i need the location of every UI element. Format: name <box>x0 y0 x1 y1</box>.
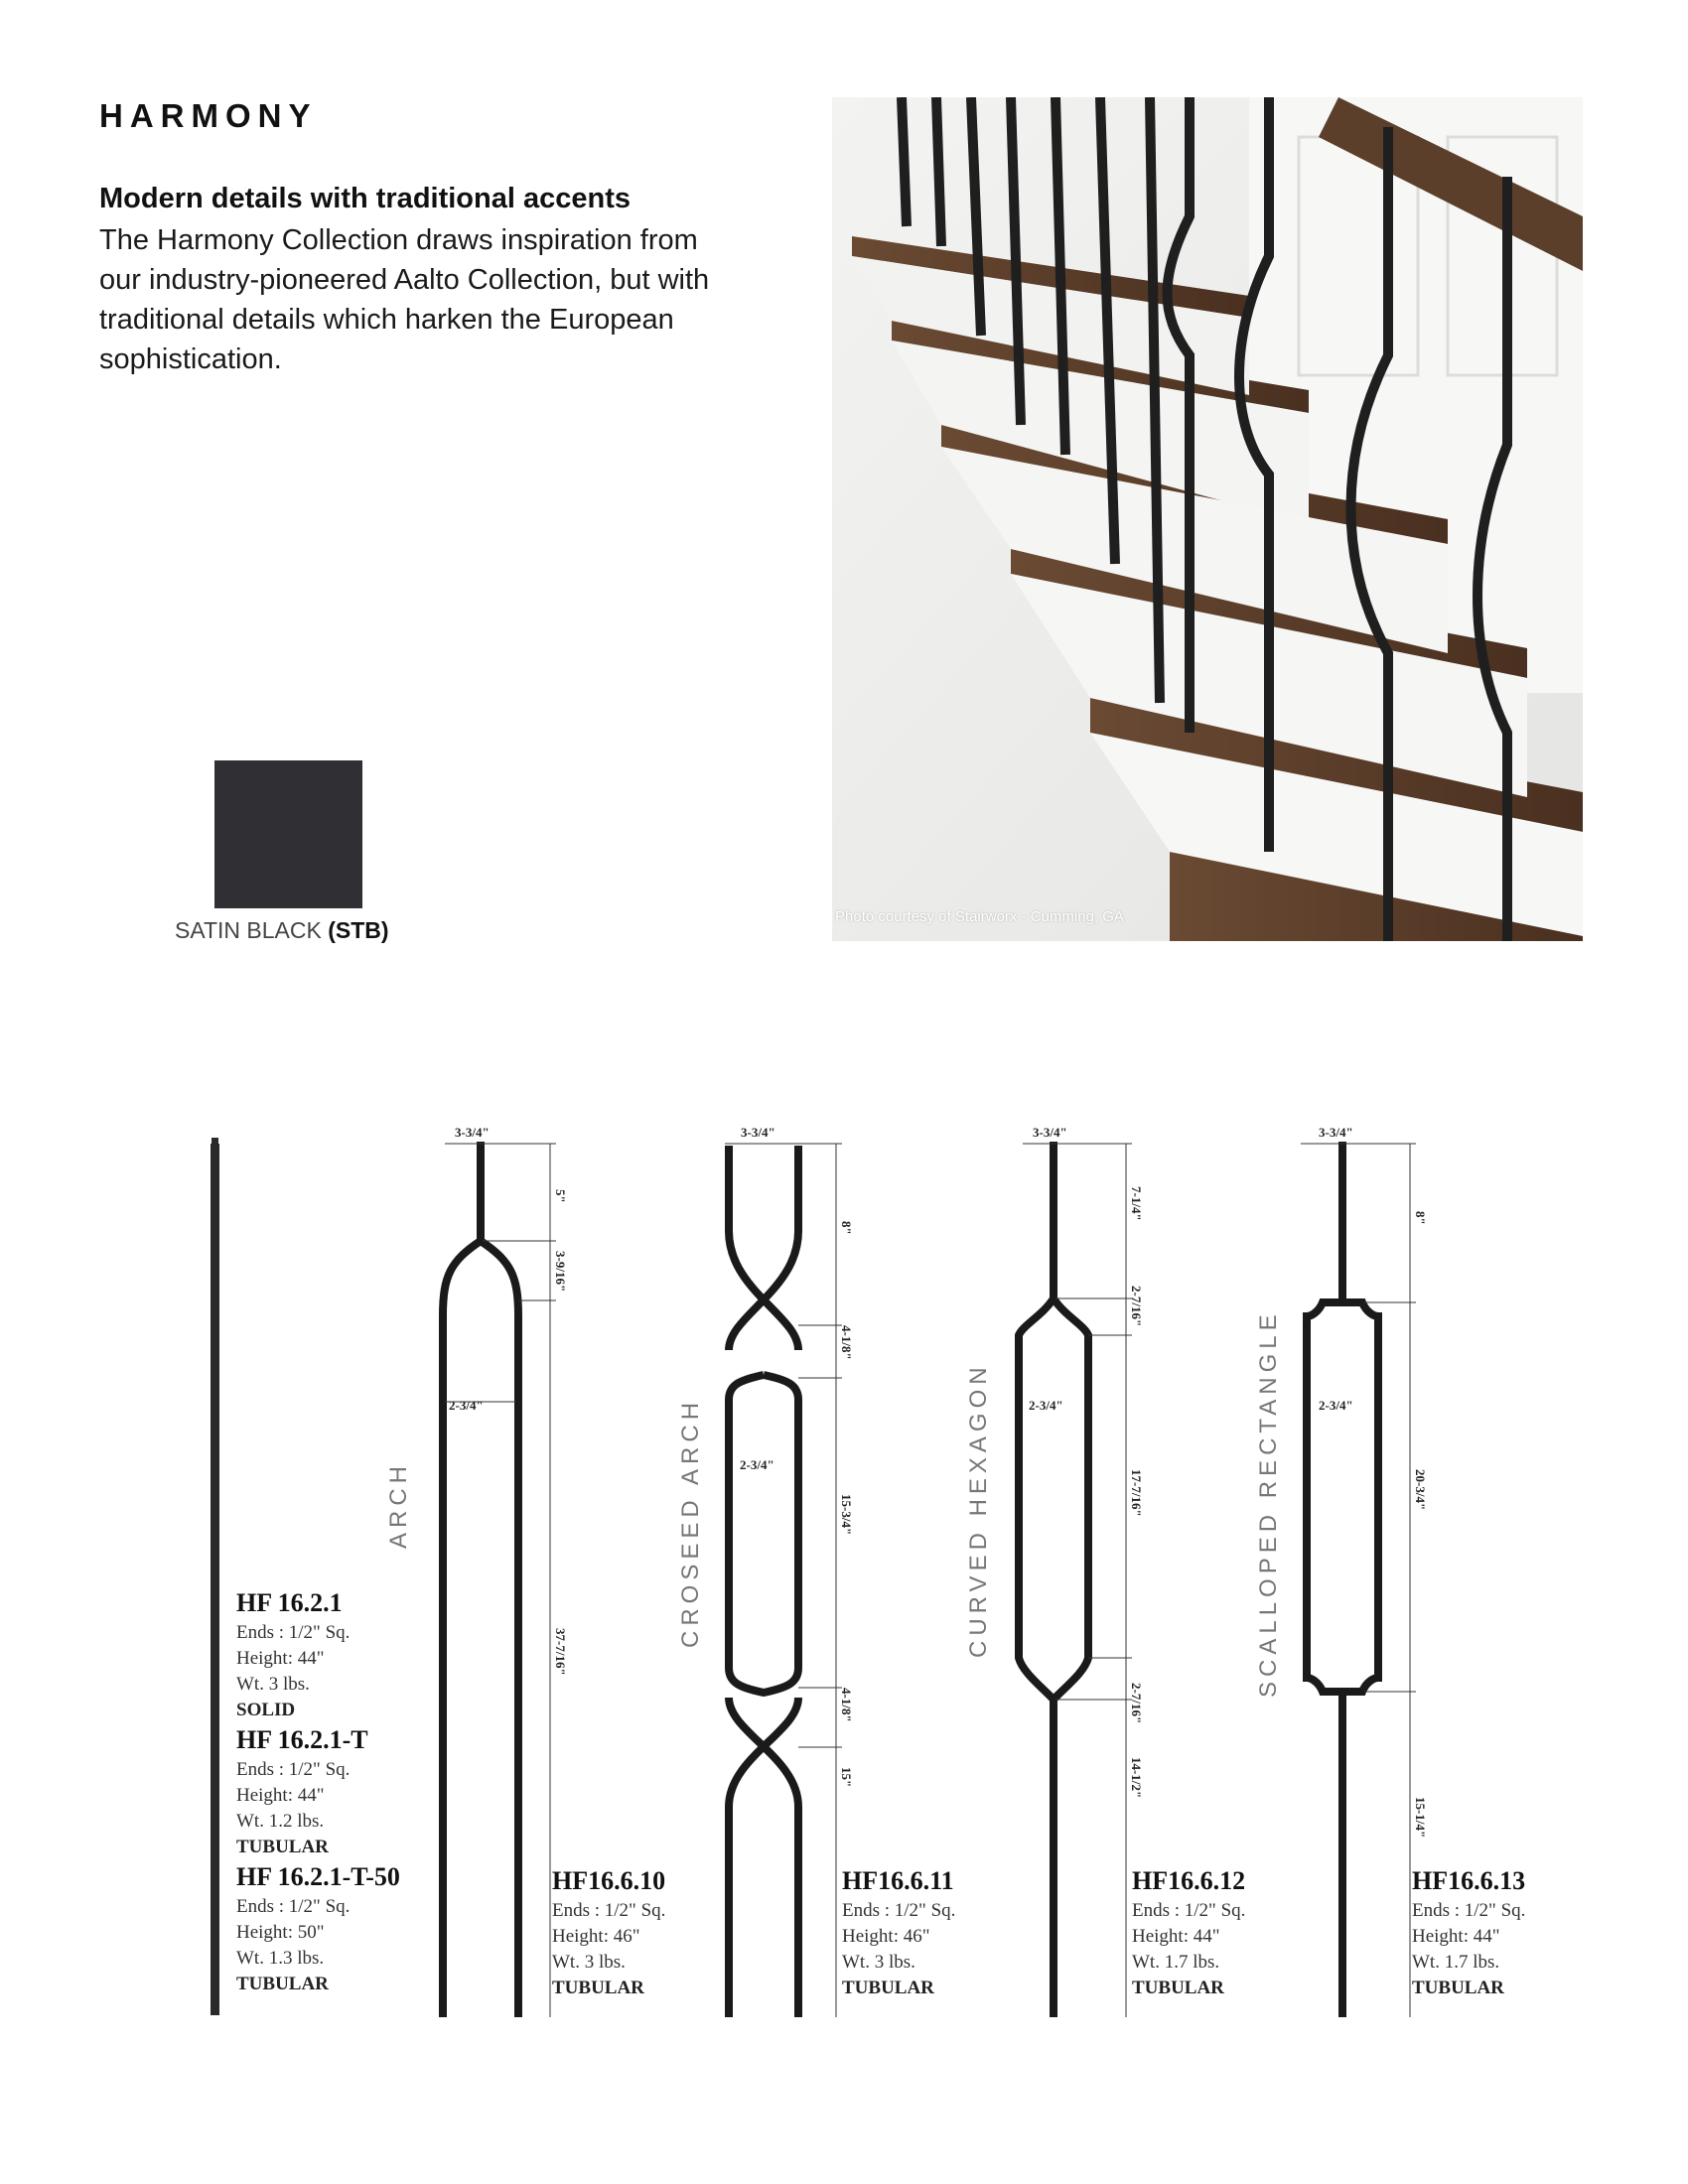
crossed-arch-baluster-drawing <box>729 1146 798 2017</box>
crossed-arch-label: CROSEED ARCH <box>677 1397 704 1648</box>
scalloped-rectangle-width-dim: 3-3/4" <box>1319 1125 1353 1140</box>
arch-seg-1: 5" <box>553 1189 568 1203</box>
page-title: HARMONY <box>99 97 318 134</box>
spec-weight: Wt. 3 lbs. <box>236 1674 310 1695</box>
spec-code: HF16.6.13 <box>1412 1866 1526 1895</box>
spec-code: HF16.6.10 <box>552 1866 666 1895</box>
spec-ends: Ends : 1/2" Sq. <box>236 1622 351 1643</box>
collection-subhead: Modern details with traditional accents <box>99 183 631 214</box>
spec-kind: TUBULAR <box>236 1837 329 1857</box>
photo-credit: Photo courtesy of Stairworx - Cumming, GA <box>835 908 1124 925</box>
curved-hexagon-label: CURVED HEXAGON <box>965 1362 992 1658</box>
spec-weight: Wt. 3 lbs. <box>552 1952 626 1973</box>
spec-height: Height: 44" <box>1132 1926 1220 1947</box>
spec-hf16-6-10 <box>552 1866 665 2001</box>
scalloped-rectangle-baluster-drawing <box>1307 1142 1378 2017</box>
curved-hexagon-seg-1: 7-1/4" <box>1129 1186 1144 1221</box>
crossed-arch-width-dim: 3-3/4" <box>741 1125 775 1140</box>
spec-kind: TUBULAR <box>552 1978 644 1998</box>
crossed-arch-inner-dim: 2-3/4" <box>740 1457 774 1472</box>
spec-hf-16-2-1-t-50 <box>236 1862 400 1997</box>
spec-code: HF16.6.12 <box>1132 1866 1246 1895</box>
crossed-arch-seg-3: 15-3/4" <box>839 1494 854 1536</box>
crossed-arch-seg-5: 15" <box>839 1767 854 1788</box>
spec-code: HF 16.2.1-T <box>236 1725 368 1754</box>
spec-weight: Wt. 1.2 lbs. <box>236 1811 325 1832</box>
spec-height: Height: 46" <box>842 1926 930 1947</box>
spec-kind: TUBULAR <box>1132 1978 1224 1998</box>
staircase-photo <box>832 97 1583 941</box>
spec-ends: Ends : 1/2" Sq. <box>236 1759 351 1780</box>
spec-height: Height: 44" <box>236 1648 325 1669</box>
spec-kind: TUBULAR <box>842 1978 934 1998</box>
spec-ends: Ends : 1/2" Sq. <box>552 1900 666 1921</box>
spec-ends: Ends : 1/2" Sq. <box>1132 1900 1246 1921</box>
spec-kind: SOLID <box>236 1700 296 1720</box>
curved-hexagon-seg-2: 2-7/16" <box>1129 1286 1144 1327</box>
plain-baluster-drawing <box>211 1138 219 2015</box>
curved-hexagon-dimensions <box>1023 1144 1132 2017</box>
spec-kind: TUBULAR <box>236 1974 329 1994</box>
arch-seg-3: 37-7/16" <box>553 1628 568 1676</box>
curved-hexagon-seg-3: 17-7/16" <box>1129 1469 1144 1517</box>
curved-hexagon-inner-dim: 2-3/4" <box>1029 1398 1063 1413</box>
arch-seg-2: 3-9/16" <box>553 1251 568 1293</box>
spec-height: Height: 46" <box>552 1926 640 1947</box>
curved-hexagon-baluster-drawing <box>1019 1142 1088 2017</box>
spec-height: Height: 44" <box>236 1785 325 1806</box>
curved-hexagon-width-dim: 3-3/4" <box>1033 1125 1067 1140</box>
arch-inner-dim: 2-3/4" <box>449 1398 484 1413</box>
finish-label <box>175 917 413 944</box>
collection-description: The Harmony Collection draws inspiration from our industry-pioneered Aalto Collection, but with traditional details which harken the European sophistication. <box>99 224 710 375</box>
arch-label: ARCH <box>385 1460 412 1549</box>
spec-code: HF16.6.11 <box>842 1866 954 1895</box>
scalloped-rectangle-seg-3: 15-1/4" <box>1413 1797 1428 1839</box>
curved-hexagon-seg-5: 14-1/2" <box>1129 1757 1144 1799</box>
spec-weight: Wt. 1.3 lbs. <box>236 1948 325 1969</box>
spec-kind: TUBULAR <box>1412 1978 1504 1998</box>
spec-weight: Wt. 1.7 lbs. <box>1412 1952 1500 1973</box>
spec-weight: Wt. 3 lbs. <box>842 1952 915 1973</box>
spec-hf16-6-11 <box>842 1866 955 2001</box>
spec-hf16-6-12 <box>1132 1866 1245 2001</box>
finish-name: SATIN BLACK <box>175 917 322 943</box>
arch-dimensions <box>445 1144 556 2017</box>
finish-swatch <box>214 760 362 908</box>
spec-weight: Wt. 1.7 lbs. <box>1132 1952 1220 1973</box>
arch-width-dim: 3-3/4" <box>455 1125 490 1140</box>
scalloped-rectangle-inner-dim: 2-3/4" <box>1319 1398 1353 1413</box>
crossed-arch-seg-4: 4-1/8" <box>839 1688 854 1722</box>
spec-hf16-6-13 <box>1412 1866 1525 2001</box>
scalloped-rectangle-seg-1: 8" <box>1413 1211 1428 1225</box>
spec-height: Height: 50" <box>236 1922 325 1943</box>
spec-ends: Ends : 1/2" Sq. <box>842 1900 956 1921</box>
crossed-arch-seg-1: 8" <box>839 1221 854 1235</box>
spec-code: HF 16.2.1 <box>236 1588 343 1617</box>
crossed-arch-seg-2: 4-1/8" <box>839 1325 854 1360</box>
spec-code: HF 16.2.1-T-50 <box>236 1862 400 1891</box>
spec-hf-16-2-1-t <box>236 1725 368 1860</box>
arch-baluster-drawing <box>443 1142 518 2017</box>
scalloped-rectangle-label: SCALLOPED RECTANGLE <box>1255 1309 1282 1698</box>
spec-ends: Ends : 1/2" Sq. <box>236 1896 351 1917</box>
spec-height: Height: 44" <box>1412 1926 1500 1947</box>
spec-hf-16-2-1 <box>236 1588 350 1723</box>
spec-ends: Ends : 1/2" Sq. <box>1412 1900 1526 1921</box>
scalloped-rectangle-dimensions <box>1301 1144 1416 2017</box>
finish-code: (STB) <box>328 917 389 943</box>
curved-hexagon-seg-4: 2-7/16" <box>1129 1683 1144 1724</box>
scalloped-rectangle-seg-2: 20-3/4" <box>1413 1469 1428 1511</box>
